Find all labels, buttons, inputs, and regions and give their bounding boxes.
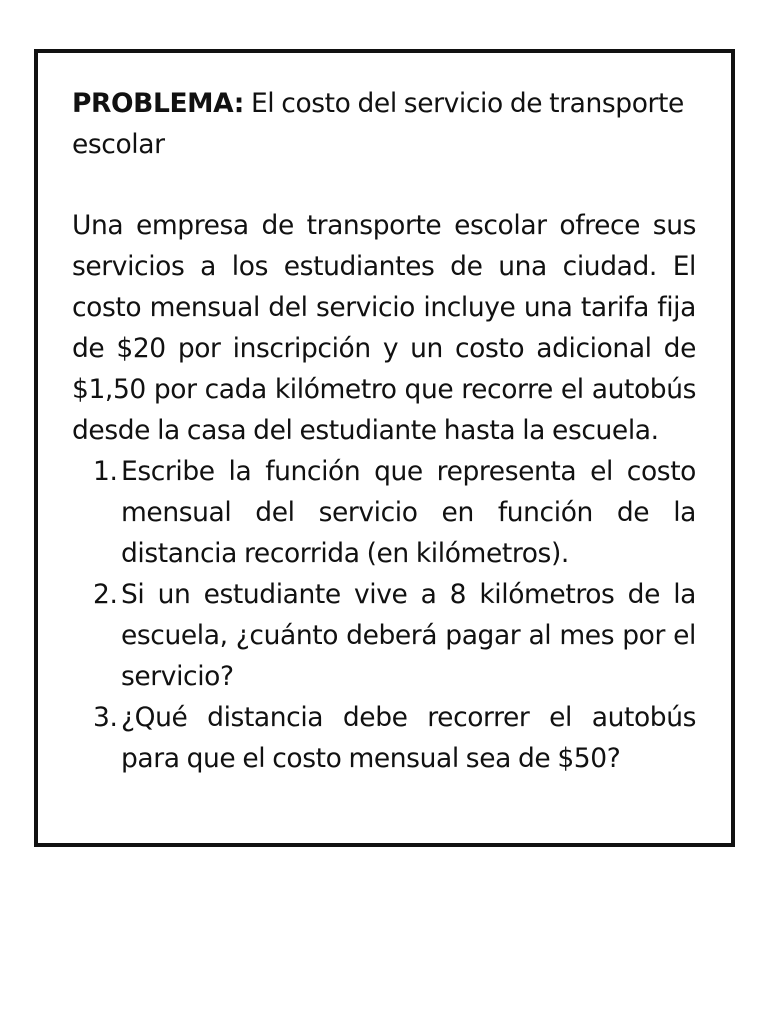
problem-label: PROBLEMA: xyxy=(72,88,244,119)
problem-box xyxy=(34,49,735,847)
question-text: Si un estudiante vive a 8 kilómetros de la escuela, ¿cuánto deberá pagar al mes por el servicio? xyxy=(121,579,696,692)
question-text: Escribe la función que representa el costo mensual del servicio en función de la distancia recorrida (en kilómetros). xyxy=(121,456,696,569)
problem-heading xyxy=(72,83,696,165)
question-list xyxy=(72,451,696,779)
question-item xyxy=(72,697,696,779)
question-item xyxy=(72,574,696,697)
problem-intro: Una empresa de transporte escolar ofrece sus servicios a los estudiantes de una ciudad. El costo mensual del servicio incluye una tarifa fija de $20 por inscripción y un costo adicional de $1,50 por cada kilómetro que recorre el autobús desde la casa del estudiante hasta la escuela. xyxy=(72,210,696,446)
question-item xyxy=(72,451,696,574)
question-number: 2. xyxy=(93,579,118,610)
question-number: 1. xyxy=(93,456,118,487)
problem-title: El costo del servicio de transporte escolar xyxy=(72,88,684,160)
question-text: ¿Qué distancia debe recorrer el autobús para que el costo mensual sea de $50? xyxy=(121,702,696,774)
question-number: 3. xyxy=(93,702,118,733)
